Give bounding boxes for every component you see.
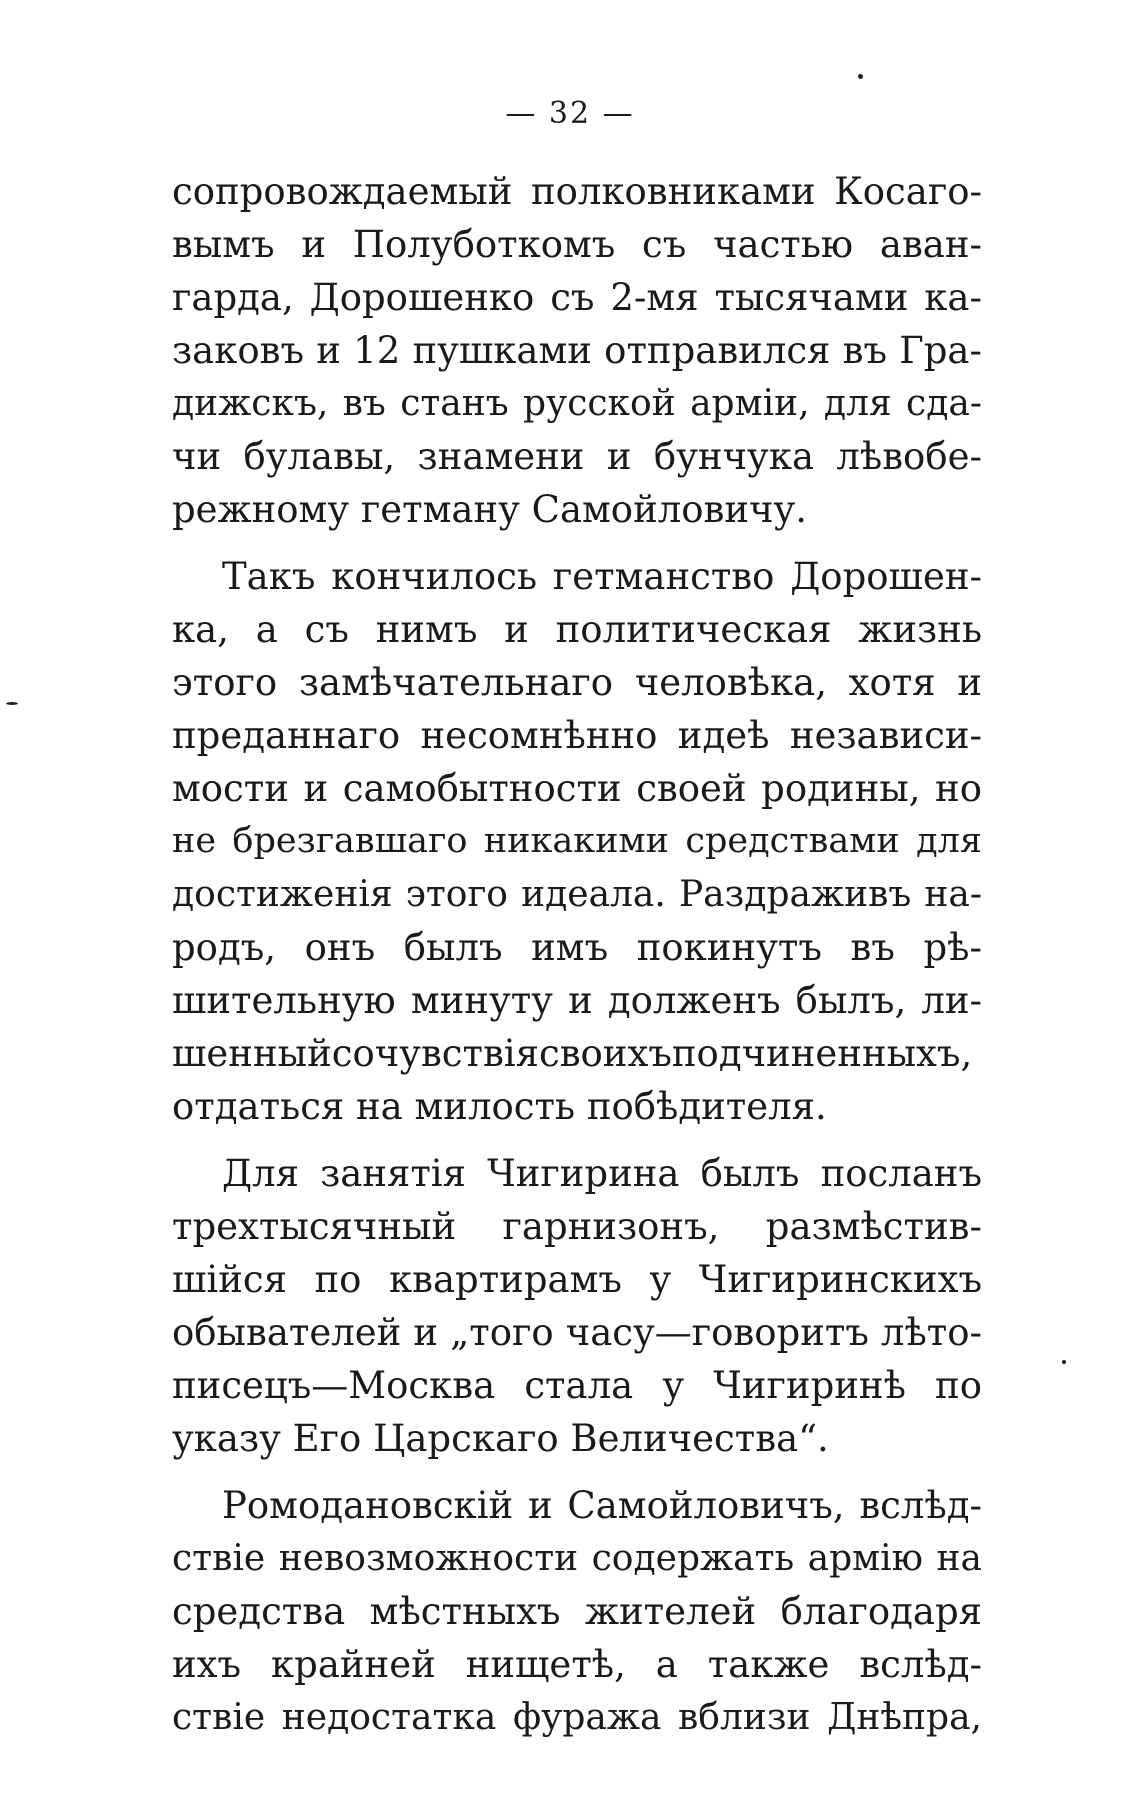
text-body [172, 165, 982, 1758]
text-line: чи булавы, знамени и бунчука лѣвобе- [172, 435, 982, 478]
page-number: — 32 — [505, 96, 635, 131]
text-line: Для занятія Чигирина былъ посланъ [222, 1152, 982, 1195]
text-line: шенныйсочувствіясвоихъподчиненныхъ, [172, 1032, 973, 1075]
text-line: вымъ и Полуботкомъ съ частью аван- [172, 223, 982, 266]
text-line: гарда, Дорошенко съ 2-мя тысячами ка- [172, 276, 982, 319]
paragraph [172, 550, 982, 1133]
text-line: ствіе невозможности содержать армію на [172, 1538, 982, 1579]
text-line: дижскъ, въ станъ русской арміи, для сда- [172, 383, 982, 424]
text-line: Такъ кончилось гетманство Дорошен- [222, 555, 982, 598]
ink-speck [858, 74, 863, 79]
paragraph [172, 1147, 982, 1465]
text-line: не брезгавшаго никакими средствами для [172, 821, 982, 861]
text-line: шительную минуту и долженъ былъ, ли- [172, 979, 982, 1022]
text-line: шійся по квартирамъ у Чигиринскихъ [172, 1258, 982, 1301]
text-line: Ромодановскій и Самойловичъ, вслѣд- [222, 1484, 982, 1527]
paragraph [172, 165, 982, 536]
text-line: мости и самобытности своей родины, но [172, 767, 982, 810]
text-line: сопровождаемый полковниками Косаго- [172, 170, 982, 213]
ink-speck [1062, 1360, 1066, 1364]
text-line: трехтысячный гарнизонъ, размѣстив- [172, 1205, 982, 1248]
text-line: этого замѣчательнаго человѣка, хотя и [172, 661, 982, 704]
text-line: режному гетману Самойловичу. [172, 488, 807, 531]
paragraph [172, 1479, 982, 1744]
text-line: писецъ—Москва стала у Чигиринѣ по [172, 1364, 982, 1407]
text-line: достиженія этого идеала. Раздраживъ на- [172, 874, 982, 915]
text-line: ихъ крайней нищетѣ, а также вслѣд- [172, 1643, 982, 1686]
text-line: обывателей и „того часу—говоритъ лѣто- [172, 1311, 982, 1354]
text-line: ствіе недостатка фуража вблизи Днѣпра, [172, 1697, 982, 1738]
text-line: средства мѣстныхъ жителей благодаря [172, 1590, 982, 1633]
text-line: указу Его Царскаго Величества“. [172, 1417, 829, 1460]
text-line: отдаться на милость побѣдителя. [172, 1085, 827, 1128]
text-line: заковъ и 12 пушками отправился въ Гра- [172, 329, 982, 372]
text-line: ка, а съ нимъ и политическая жизнь [172, 608, 982, 651]
text-line: преданнаго несомнѣнно идеѣ независи- [172, 714, 982, 757]
ink-speck [6, 702, 18, 705]
text-line: родъ, онъ былъ имъ покинутъ въ рѣ- [172, 926, 982, 969]
